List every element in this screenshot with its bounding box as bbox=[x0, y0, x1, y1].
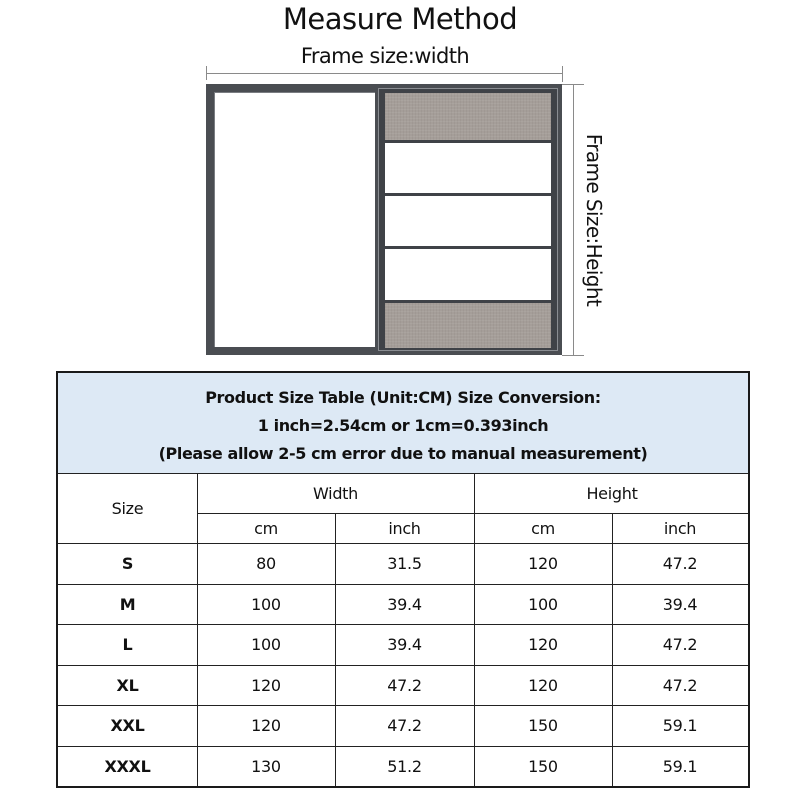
mesh-slat-bottom bbox=[385, 303, 551, 348]
row-size: M bbox=[119, 594, 136, 614]
row-height-cm: 150 bbox=[528, 716, 558, 735]
subheader-height-cm: cm bbox=[531, 518, 555, 538]
width-dimension-tick-left bbox=[206, 66, 207, 80]
subheader-width-cm: cm bbox=[254, 518, 278, 538]
grid-line bbox=[474, 473, 475, 786]
width-dimension-tick-right bbox=[562, 66, 563, 82]
row-width-inch: 47.2 bbox=[387, 716, 422, 735]
grid-line bbox=[197, 473, 198, 786]
measurement-error-note: (Please allow 2-5 cm error due to manual measurement) bbox=[158, 444, 648, 463]
row-width-inch: 39.4 bbox=[387, 635, 422, 654]
height-dimension-line bbox=[573, 84, 574, 356]
grid-line bbox=[197, 513, 748, 514]
row-height-cm: 100 bbox=[528, 594, 558, 614]
row-width-cm: 120 bbox=[251, 675, 281, 695]
size-grid bbox=[58, 473, 748, 786]
height-dimension-tick-bottom bbox=[562, 355, 584, 356]
row-size: S bbox=[121, 554, 134, 573]
plain-slat bbox=[385, 196, 551, 246]
row-width-cm: 120 bbox=[251, 716, 281, 735]
grid-line bbox=[612, 513, 613, 786]
grid-line bbox=[58, 543, 748, 544]
grid-line bbox=[335, 513, 336, 786]
row-height-inch: 59.1 bbox=[662, 716, 698, 735]
row-width-cm: 100 bbox=[251, 594, 281, 614]
row-height-inch: 47.2 bbox=[662, 675, 698, 695]
grid-line bbox=[58, 746, 748, 747]
row-height-cm: 120 bbox=[528, 635, 558, 654]
subheader-height-inch: inch bbox=[663, 518, 697, 538]
width-dimension-line bbox=[206, 73, 563, 74]
conversion-note: 1 inch=2.54cm or 1cm=0.393inch bbox=[257, 416, 549, 435]
row-height-cm: 120 bbox=[528, 554, 558, 573]
row-size: XXL bbox=[110, 716, 145, 735]
row-height-cm: 150 bbox=[528, 756, 558, 776]
mesh-slat-top bbox=[385, 93, 551, 140]
row-size: XL bbox=[116, 675, 139, 695]
grid-line bbox=[58, 665, 748, 666]
plain-slat bbox=[385, 249, 551, 300]
grid-line bbox=[58, 584, 748, 585]
row-width-cm: 100 bbox=[251, 635, 281, 654]
row-height-inch: 59.1 bbox=[662, 756, 698, 776]
column-group-width: Width bbox=[313, 483, 358, 503]
grid-line bbox=[58, 473, 748, 474]
row-height-inch: 39.4 bbox=[662, 594, 698, 614]
row-height-cm: 120 bbox=[528, 675, 558, 695]
row-width-cm: 130 bbox=[251, 756, 281, 776]
height-dimension-tick-top bbox=[562, 84, 584, 85]
size-table-header bbox=[58, 373, 748, 473]
table-title: Product Size Table (Unit:CM) Size Conversion: bbox=[205, 388, 601, 407]
row-width-inch: 31.5 bbox=[387, 554, 422, 573]
column-group-height: Height bbox=[586, 483, 638, 503]
frame-height-label: Frame Size:Height bbox=[582, 133, 606, 307]
page-title: Measure Method bbox=[282, 2, 518, 36]
row-height-inch: 47.2 bbox=[662, 554, 698, 573]
frame-width-label: Frame size:width bbox=[300, 44, 470, 68]
row-size: XXXL bbox=[104, 756, 151, 776]
left-glass-pane bbox=[214, 92, 375, 347]
row-width-inch: 51.2 bbox=[387, 756, 422, 776]
row-size: L bbox=[122, 635, 133, 654]
grid-line bbox=[58, 624, 748, 625]
size-table bbox=[56, 371, 750, 788]
right-screen-sash bbox=[378, 88, 558, 351]
grid-line bbox=[58, 705, 748, 706]
row-width-cm: 80 bbox=[256, 554, 276, 573]
window-frame-diagram bbox=[206, 84, 562, 355]
subheader-width-inch: inch bbox=[388, 518, 421, 538]
row-width-inch: 39.4 bbox=[387, 594, 422, 614]
plain-slat bbox=[385, 143, 551, 193]
row-height-inch: 47.2 bbox=[662, 635, 698, 654]
column-header-size: Size bbox=[111, 498, 144, 518]
row-width-inch: 47.2 bbox=[387, 675, 422, 695]
